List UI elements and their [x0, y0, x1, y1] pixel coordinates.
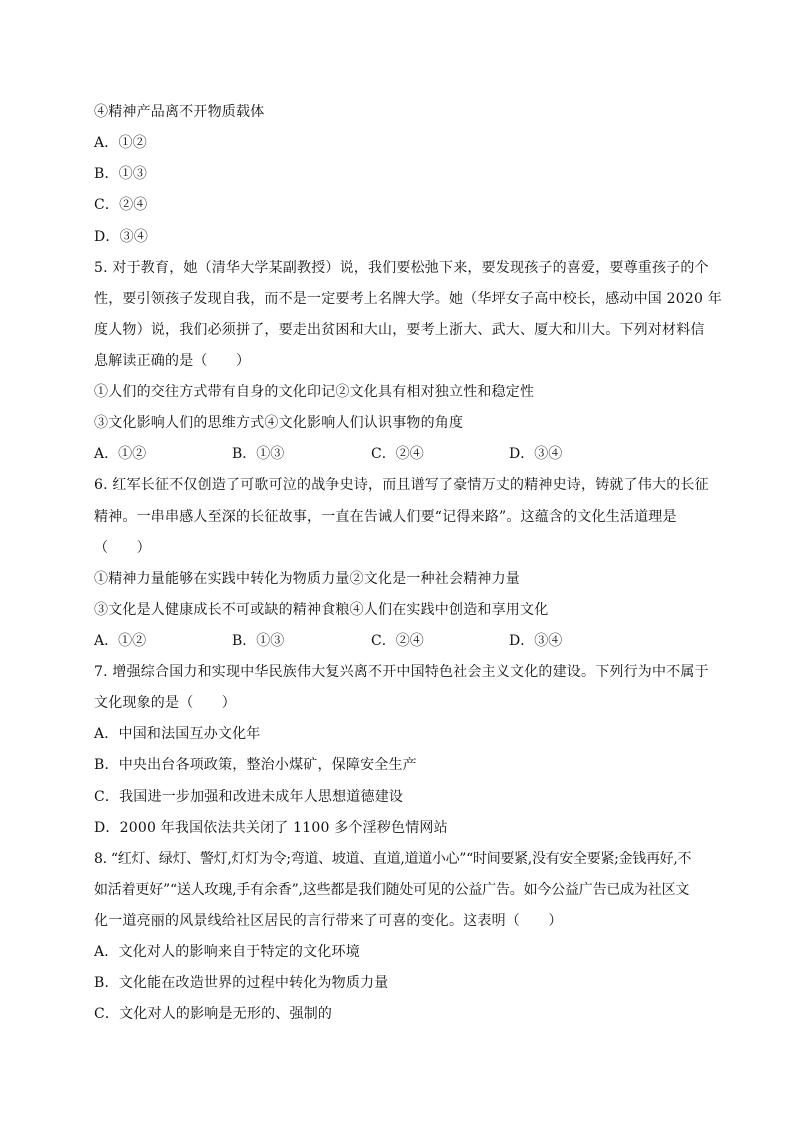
q5-option-a: A．①② [94, 446, 147, 462]
q6-option-d: D．③④ [509, 633, 563, 649]
q8-stem-line-2: 如活着更好”“送人玫瑰,手有余香”,这些都是我们随处可见的公益广告。如今公益广告已成为社区文 [94, 882, 690, 898]
q5-option-b: B．①③ [232, 446, 285, 462]
q4-option-a: A．①② [94, 135, 147, 151]
q7-option-a: A．中国和法国互办文化年 [94, 726, 261, 742]
q8-option-c: C．文化对人的影响是无形的、强制的 [94, 1006, 333, 1022]
q5-stem-line-4: 息解读正确的是（ ） [94, 353, 251, 369]
q4-statement-4: ④精神产品离不开物质载体 [94, 104, 265, 120]
q6-option-c: C．②④ [371, 633, 424, 649]
q5-stem-line-3: 度人物）说，我们必须拼了，要走出贫困和大山，要考上浙大、武大、厦大和川大。下列对材料信 [94, 322, 705, 338]
q7-stem-line-2: 文化现象的是（ ） [94, 695, 236, 711]
q5-statement-line-2: ③文化影响人们的思维方式④文化影响人们认识事物的角度 [94, 415, 464, 431]
q8-option-b: B．文化能在改造世界的过程中转化为物质力量 [94, 975, 389, 991]
q5-statement-line-1: ①人们的交往方式带有自身的文化印记②文化具有相对独立性和稳定性 [94, 384, 535, 400]
q7-option-b: B．中央出台各项政策，整治小煤矿，保障安全生产 [94, 757, 417, 773]
q6-option-a: A．①② [94, 633, 147, 649]
q8-stem-line-3: 化一道亮丽的风景线给社区居民的言行带来了可喜的变化。这表明（ ） [94, 913, 563, 929]
q7-option-c: C．我国进一步加强和改进未成年人思想道德建设 [94, 789, 404, 805]
q6-option-b: B．①③ [232, 633, 285, 649]
q4-option-c: C．②④ [94, 197, 148, 213]
q5-option-d: D．③④ [509, 446, 563, 462]
q7-stem-line-1: 7. 增强综合国力和实现中华民族伟大复兴离不开中国特色社会主义文化的建设。下列行为中不属于 [94, 664, 709, 680]
q7-option-d: D．2000 年我国依法共关闭了 1100 多个淫秽色情网站 [94, 820, 448, 836]
q6-stem-line-3: （ ） [94, 540, 151, 556]
q5-option-c: C．②④ [371, 446, 424, 462]
q8-option-a: A．文化对人的影响来自于特定的文化环境 [94, 944, 360, 960]
q4-option-b: B．①③ [94, 166, 148, 182]
q4-option-d: D．③④ [94, 229, 149, 245]
q6-stem-line-1: 6. 红军长征不仅创造了可歌可泣的战争史诗，而且谱写了豪情万丈的精神史诗，铸就了伟大的长征 [94, 477, 709, 493]
q8-stem-line-1: 8. “红灯、绿灯、警灯,灯灯为令;弯道、坡道、直道,道道小心”“时间要紧,没有安全要紧;金钱再好,不 [94, 851, 692, 867]
q6-statement-line-2: ③文化是人健康成长不可或缺的精神食粮④人们在实践中创造和享用文化 [94, 602, 549, 618]
q6-statement-line-1: ①精神力量能够在实践中转化为物质力量②文化是一种社会精神力量 [94, 571, 520, 587]
q6-stem-line-2: 精神。一串串感人至深的长征故事，一直在告诫人们要“记得来路”。这蕴含的文化生活道理是 [94, 509, 677, 525]
q5-stem-line-2: 性，要引领孩子发现自我，而不是一定要考上名牌大学。她（华坪女子高中校长，感动中国 2020 年 [94, 291, 722, 307]
q5-stem-line-1: 5. 对于教育，她（清华大学某副教授）说，我们要松弛下来，要发现孩子的喜爱，要尊重孩子的个 [94, 260, 709, 276]
